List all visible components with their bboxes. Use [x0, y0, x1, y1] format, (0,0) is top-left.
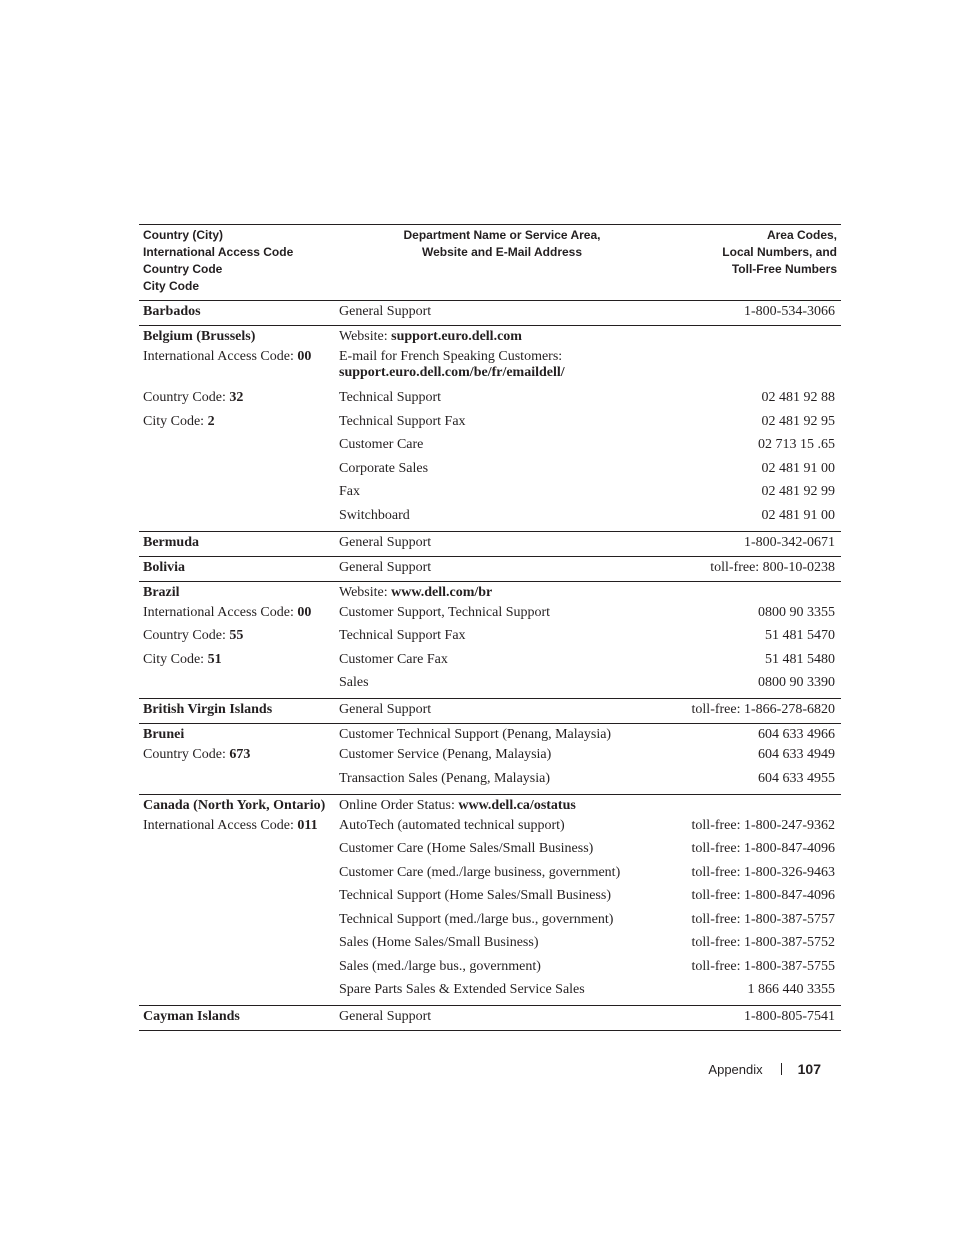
- table-row: [139, 461, 841, 485]
- table-row: [139, 326, 841, 350]
- country-name: Bermuda: [143, 534, 199, 550]
- table-row: [139, 652, 841, 676]
- phone-number: 02 481 92 99: [761, 484, 835, 499]
- country-cell: [139, 982, 335, 1006]
- department-cell: [335, 652, 669, 676]
- department-cell: [335, 771, 669, 795]
- table-row: [139, 888, 841, 912]
- department-cell: [335, 437, 669, 461]
- web-address[interactable]: www.dell.ca/ostatus: [458, 797, 576, 813]
- department-name: Online Order Status:: [339, 797, 459, 813]
- country-cell: [139, 675, 335, 699]
- department-cell: [335, 818, 669, 842]
- department-cell: [335, 865, 669, 889]
- code-label: City Code:: [143, 651, 208, 667]
- department-cell: [335, 935, 669, 959]
- phone-number: [669, 581, 841, 605]
- country-name: Belgium (Brussels): [143, 329, 256, 344]
- country-cell: [139, 508, 335, 532]
- department-name: Website:: [339, 329, 392, 344]
- table-row: [139, 508, 841, 532]
- country-cell: [139, 326, 335, 350]
- country-cell: [139, 935, 335, 959]
- page-number: 107: [797, 1061, 821, 1077]
- country-name: Brazil: [143, 584, 180, 600]
- phone-number: 1 866 440 3355: [669, 982, 841, 1006]
- country-name: Brunei: [143, 727, 185, 742]
- department-cell: [335, 484, 669, 508]
- department-name: Customer Care (Home Sales/Small Business): [339, 841, 594, 856]
- department-name: Customer Technical Support (Penang, Malaysia): [339, 727, 612, 742]
- country-cell: [139, 771, 335, 795]
- phone-number: 0800 90 3355: [758, 604, 835, 620]
- department-cell: [335, 699, 669, 724]
- table-row: [139, 865, 841, 889]
- phone-number: 0800 90 3390: [669, 675, 841, 699]
- footer-divider: [781, 1063, 782, 1075]
- phone-number: toll-free: 1-800-247-9362: [691, 817, 835, 833]
- country-cell: [139, 912, 335, 936]
- code-label: Country Code:: [143, 390, 230, 405]
- department-name: Fax: [339, 484, 360, 499]
- department-cell: [335, 912, 669, 936]
- country-cell: [139, 349, 335, 390]
- phone-number: 1-800-342-0671: [669, 531, 841, 556]
- department-name: Technical Support Fax: [339, 628, 466, 643]
- table-row: [139, 675, 841, 699]
- phone-number: [669, 349, 841, 390]
- phone-number: toll-free: 1-800-387-5752: [691, 935, 835, 950]
- phone-number: 02 481 92 95: [761, 413, 835, 429]
- country-cell: [139, 818, 335, 842]
- department-cell: [335, 628, 669, 652]
- table-row: [139, 390, 841, 414]
- table-row: [139, 628, 841, 652]
- phone-number: toll-free: 1-800-847-4096: [691, 841, 835, 856]
- country-cell: [139, 461, 335, 485]
- code-value: 673: [229, 747, 251, 762]
- table-row: [139, 818, 841, 842]
- table-row: [139, 935, 841, 959]
- phone-number: 02 481 92 88: [761, 390, 835, 405]
- country-name: British Virgin Islands: [143, 702, 273, 717]
- department-cell: [335, 556, 669, 581]
- department-cell: [335, 390, 669, 414]
- country-cell: [139, 301, 335, 326]
- department-cell: [335, 1006, 669, 1031]
- table-header-row: [139, 225, 841, 301]
- department-cell: [335, 959, 669, 983]
- table-row: [139, 959, 841, 983]
- department-cell: [335, 794, 669, 818]
- department-cell: [335, 581, 669, 605]
- table-row: [139, 841, 841, 865]
- header-country: Country (City) International Access Code Country Code City Code: [139, 225, 335, 301]
- department-cell: [335, 605, 669, 629]
- department-name: General Support: [339, 1009, 432, 1024]
- country-cell: [139, 794, 335, 818]
- table-row: [139, 414, 841, 438]
- country-cell: [139, 747, 335, 771]
- country-cell: [139, 414, 335, 438]
- phone-number: 02 481 91 00: [761, 460, 835, 476]
- country-cell: [139, 581, 335, 605]
- department-name: General Support: [339, 702, 432, 717]
- department-cell: [335, 349, 669, 390]
- phone-number: toll-free: 1-800-387-5757: [691, 911, 835, 927]
- code-label: City Code:: [143, 413, 208, 429]
- department-cell: [335, 326, 669, 350]
- department-cell: [335, 508, 669, 532]
- country-cell: [139, 390, 335, 414]
- country-name: Barbados: [143, 304, 201, 319]
- department-name: Customer Care Fax: [339, 651, 448, 667]
- department-name: Technical Support (med./large bus., government): [339, 911, 614, 927]
- department-cell: [335, 747, 669, 771]
- department-name: Technical Support (Home Sales/Small Business): [339, 888, 611, 903]
- page-footer: [708, 1061, 821, 1077]
- country-cell: [139, 628, 335, 652]
- department-cell: [335, 982, 669, 1006]
- department-name: Switchboard: [339, 507, 410, 523]
- phone-number: toll-free: 1-866-278-6820: [669, 699, 841, 724]
- department-name: Sales: [339, 675, 369, 690]
- code-value: 00: [297, 349, 312, 364]
- code-value: 51: [207, 651, 222, 667]
- country-cell: [139, 437, 335, 461]
- country-cell: [139, 484, 335, 508]
- contact-table: [139, 224, 841, 1031]
- department-name: Technical Support: [339, 390, 442, 405]
- phone-number: [669, 326, 841, 350]
- phone-number: 51 481 5480: [765, 651, 835, 667]
- country-cell: [139, 888, 335, 912]
- phone-number: 51 481 5470: [765, 628, 835, 643]
- country-cell: [139, 1006, 335, 1031]
- department-name: Sales (Home Sales/Small Business): [339, 935, 539, 950]
- department-name: E-mail for French Speaking Customers:: [339, 349, 563, 364]
- code-label: Country Code:: [143, 747, 230, 762]
- header-numbers: Area Codes, Local Numbers, and Toll-Free Numbers: [669, 225, 841, 301]
- country-cell: [139, 841, 335, 865]
- country-cell: [139, 865, 335, 889]
- phone-number: 1-800-805-7541: [669, 1006, 841, 1031]
- web-address[interactable]: www.dell.com/br: [391, 584, 493, 600]
- footer-section: Appendix: [708, 1062, 763, 1077]
- country-cell: [139, 959, 335, 983]
- code-value: 55: [229, 628, 244, 643]
- phone-number: toll-free: 1-800-326-9463: [691, 864, 835, 880]
- country-cell: [139, 652, 335, 676]
- table-row: [139, 794, 841, 818]
- code-value: 00: [297, 604, 312, 620]
- table-row: [139, 1006, 841, 1031]
- header-department: Department Name or Service Area, Website and E-Mail Address: [335, 225, 669, 301]
- department-name: Website:: [339, 584, 392, 600]
- table-body: [139, 301, 841, 1031]
- table-row: [139, 484, 841, 508]
- department-name: Customer Care: [339, 437, 424, 452]
- table-row: [139, 747, 841, 771]
- country-cell: [139, 531, 335, 556]
- department-name: Customer Support, Technical Support: [339, 604, 551, 620]
- table-row: [139, 982, 841, 1006]
- department-name: General Support: [339, 534, 432, 550]
- code-value: 011: [297, 817, 318, 833]
- department-name: General Support: [339, 559, 432, 575]
- department-name: Customer Service (Penang, Malaysia): [339, 747, 552, 762]
- department-cell: [335, 414, 669, 438]
- table-row: [139, 699, 841, 724]
- table-row: [139, 771, 841, 795]
- department-name: AutoTech (automated technical support): [339, 817, 565, 833]
- phone-number: 604 633 4966: [758, 727, 835, 742]
- department-name: Technical Support Fax: [339, 413, 466, 429]
- table-row: [139, 581, 841, 605]
- phone-number: toll-free: 1-800-387-5755: [691, 958, 835, 974]
- country-cell: [139, 724, 335, 748]
- phone-number: 02 481 91 00: [669, 508, 841, 532]
- country-cell: [139, 556, 335, 581]
- country-cell: [139, 605, 335, 629]
- code-label: Country Code:: [143, 628, 230, 643]
- table-row: [139, 724, 841, 748]
- table-row: [139, 437, 841, 461]
- department-cell: [335, 531, 669, 556]
- department-cell: [335, 301, 669, 326]
- phone-number: [669, 794, 841, 818]
- phone-number: 1-800-534-3066: [669, 301, 841, 326]
- table-row: [139, 556, 841, 581]
- web-address[interactable]: support.euro.dell.com: [391, 329, 522, 344]
- department-name: Transaction Sales (Penang, Malaysia): [339, 770, 550, 786]
- table-row: [139, 605, 841, 629]
- table-row: [139, 349, 841, 390]
- department-name: Spare Parts Sales & Extended Service Sales: [339, 982, 585, 997]
- table-row: [139, 301, 841, 326]
- code-label: International Access Code:: [143, 604, 298, 620]
- web-address[interactable]: support.euro.dell.com/be/fr/emaildell/: [339, 365, 565, 380]
- department-name: Corporate Sales: [339, 460, 429, 476]
- department-cell: [335, 724, 669, 748]
- department-cell: [335, 841, 669, 865]
- phone-number: 604 633 4949: [758, 747, 835, 762]
- department-cell: [335, 675, 669, 699]
- department-name: General Support: [339, 304, 432, 319]
- table-row: [139, 912, 841, 936]
- phone-number: 604 633 4955: [669, 771, 841, 795]
- country-name: Bolivia: [143, 559, 186, 575]
- department-cell: [335, 888, 669, 912]
- country-name: Cayman Islands: [143, 1009, 240, 1024]
- country-name: Canada (North York, Ontario): [143, 797, 326, 813]
- code-label: International Access Code:: [143, 349, 298, 364]
- code-value: 32: [229, 390, 244, 405]
- department-cell: [335, 461, 669, 485]
- code-label: International Access Code:: [143, 817, 298, 833]
- phone-number: toll-free: 800-10-0238: [669, 556, 841, 581]
- phone-number: toll-free: 1-800-847-4096: [691, 888, 835, 903]
- code-value: 2: [207, 413, 215, 429]
- department-name: Customer Care (med./large business, government): [339, 864, 621, 880]
- department-name: Sales (med./large bus., government): [339, 958, 541, 974]
- country-cell: [139, 699, 335, 724]
- table-row: [139, 531, 841, 556]
- phone-number: 02 713 15 .65: [758, 437, 835, 452]
